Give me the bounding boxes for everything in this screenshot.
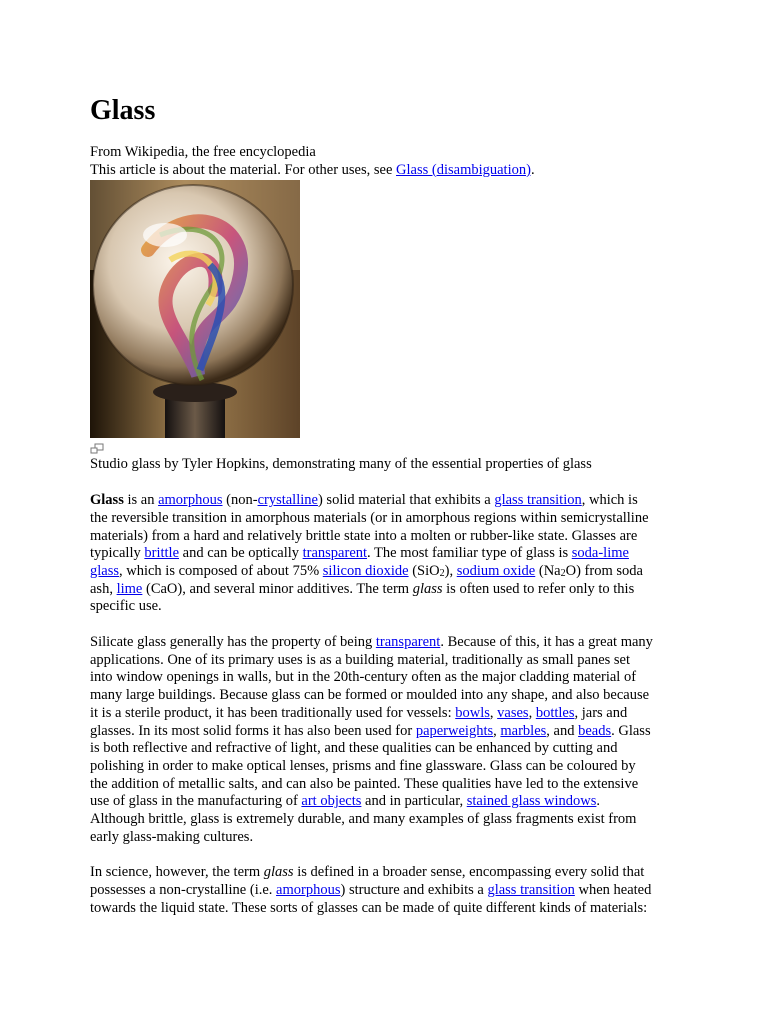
wiki-link[interactable]: bowls — [455, 704, 490, 721]
text-run: the reversible transition in amorphous materials (or in amorphous regions within semicrystalline — [90, 509, 649, 526]
wiki-link[interactable]: glass transition — [494, 492, 582, 509]
wiki-link[interactable]: transparent — [375, 634, 441, 651]
text-run: , jars and — [574, 704, 628, 721]
text-run: early glass-making cultures. — [90, 828, 254, 845]
text-line — [90, 492, 680, 510]
text-run: polishing in order to make optical lenses, prisms and fine glassware. Glass can be coloured by — [90, 757, 636, 774]
disambiguation-link[interactable]: Glass (disambiguation) — [396, 161, 531, 178]
text-run: is often used to refer only to this — [442, 580, 635, 597]
text-run: use of glass in the manufacturing of — [90, 793, 302, 810]
glass-sphere-photo — [90, 180, 300, 438]
text-run: , — [493, 722, 501, 739]
text-run: the addition of metallic salts, and can also be painted. These qualities have led to the extensive — [90, 775, 639, 792]
article-body — [90, 94, 680, 918]
text-run: into window openings in walls, but in the 20th-century often as the major cladding material of — [90, 669, 637, 686]
text-run: Although brittle, glass is extremely durable, and many examples of glass fragments exist from — [90, 811, 637, 828]
hatnote-suffix: . — [530, 161, 535, 178]
wiki-link[interactable]: bottles — [535, 704, 575, 721]
hatnote — [90, 162, 680, 180]
text-run: is an — [123, 492, 159, 509]
text-run: ) structure and exhibits a — [340, 882, 488, 899]
text-run: when heated — [574, 882, 652, 899]
wiki-link[interactable]: soda-lime — [571, 545, 629, 562]
bold-term: Glass — [90, 492, 124, 509]
subscript: 2 — [439, 567, 445, 579]
text-run: typically — [90, 545, 145, 562]
text-run: ash, — [90, 580, 117, 597]
text-line — [90, 829, 680, 847]
tagline: From Wikipedia, the free encyclopedia — [90, 144, 316, 160]
wiki-link[interactable]: lime — [116, 580, 143, 597]
wiki-link[interactable]: beads — [578, 722, 612, 739]
text-run: (non- — [222, 492, 258, 509]
text-run: , which is composed of about 75% — [119, 562, 323, 579]
text-line — [90, 705, 680, 723]
magnify-icon[interactable] — [90, 443, 104, 455]
text-run: many large buildings. Because glass can be formed or moulded into any shape, and also because — [90, 687, 650, 704]
text-line — [90, 669, 680, 687]
text-run: . Glass — [611, 722, 651, 739]
text-line — [90, 793, 680, 811]
text-line — [90, 758, 680, 776]
text-run: is both reflective and refractive of light, and these qualities can be enhanced by cutting and — [90, 740, 618, 757]
text-run: towards the liquid state. These sorts of glasses can be made of quite different kinds of materials: — [90, 899, 648, 916]
wiki-link[interactable]: transparent — [302, 545, 368, 562]
text-run: , — [489, 704, 498, 721]
text-line — [90, 581, 680, 599]
paragraph — [90, 492, 680, 616]
text-run: (SiO — [408, 562, 440, 579]
italic-term: glass — [263, 864, 294, 881]
wiki-link[interactable]: art objects — [301, 793, 362, 810]
text-line — [90, 545, 680, 563]
text-line — [90, 776, 680, 794]
wiki-link[interactable]: silicon dioxide — [322, 562, 409, 579]
wiki-link[interactable]: stained glass windows — [466, 793, 597, 810]
text-line — [90, 723, 680, 741]
figure-caption: Studio glass by Tyler Hopkins, demonstrating many of the essential properties of glass — [90, 456, 592, 473]
paragraph — [90, 864, 680, 917]
paragraph — [90, 634, 680, 846]
text-line — [90, 510, 680, 528]
text-run: (CaO), and several minor additives. The term — [142, 580, 413, 597]
text-run: glasses. In its most solid forms it has also been used for — [90, 722, 416, 739]
text-run: and in particular, — [361, 793, 467, 810]
text-run: . The most familiar type of glass is — [367, 545, 572, 562]
wiki-link[interactable]: brittle — [144, 545, 180, 562]
text-line — [90, 864, 680, 882]
text-run: Silicate glass generally has the property of being — [90, 634, 376, 651]
article-paragraphs — [90, 492, 680, 917]
wiki-link[interactable]: amorphous — [276, 882, 341, 899]
text-run: . — [596, 793, 601, 810]
text-run: ) solid material that exhibits a — [317, 492, 495, 509]
text-line — [90, 634, 680, 652]
text-line — [90, 563, 680, 581]
text-run: , which is — [581, 492, 638, 509]
text-line — [90, 811, 680, 829]
wiki-link[interactable]: sodium oxide — [456, 562, 536, 579]
text-run: materials) from a hard and relatively brittle state into a molten or rubber-like state. Glasses are — [90, 527, 638, 544]
wiki-link[interactable]: paperweights — [415, 722, 494, 739]
text-line — [90, 528, 680, 546]
text-line — [90, 882, 680, 900]
text-line — [90, 687, 680, 705]
wiki-link[interactable]: glass — [90, 562, 119, 579]
text-line — [90, 900, 680, 918]
wiki-link[interactable]: marbles — [500, 722, 547, 739]
text-line — [90, 652, 680, 670]
wiki-link[interactable]: crystalline — [257, 492, 318, 509]
hatnote-prefix: This article is about the material. For other uses, see — [90, 161, 397, 178]
text-run: specific use. — [90, 598, 162, 615]
text-run: . Because of this, it has a great many — [440, 634, 653, 651]
text-run: O) from soda — [565, 562, 643, 579]
wiki-link[interactable]: vases — [497, 704, 529, 721]
italic-term: glass — [412, 580, 443, 597]
text-run: applications. One of its primary uses is as a building material, traditionally as small panes set — [90, 651, 631, 668]
text-run: In science, however, the term — [90, 864, 264, 881]
text-line — [90, 598, 680, 616]
text-line — [90, 740, 680, 758]
wiki-link[interactable]: glass transition — [487, 882, 575, 899]
text-run: is defined in a broader sense, encompassing every solid that — [293, 864, 645, 881]
text-run: possesses a non-crystalline (i.e. — [90, 882, 277, 899]
text-run: and can be optically — [179, 545, 303, 562]
text-run: it is a sterile product, it has been traditionally used for vessels: — [90, 704, 456, 721]
text-run: , and — [546, 722, 579, 739]
figure — [90, 180, 680, 474]
text-run: , — [528, 704, 536, 721]
text-run: (Na — [535, 562, 561, 579]
page-title: Glass — [90, 95, 156, 126]
wiki-link[interactable]: amorphous — [158, 492, 223, 509]
text-run: ), — [444, 562, 457, 579]
subscript: 2 — [560, 567, 566, 579]
